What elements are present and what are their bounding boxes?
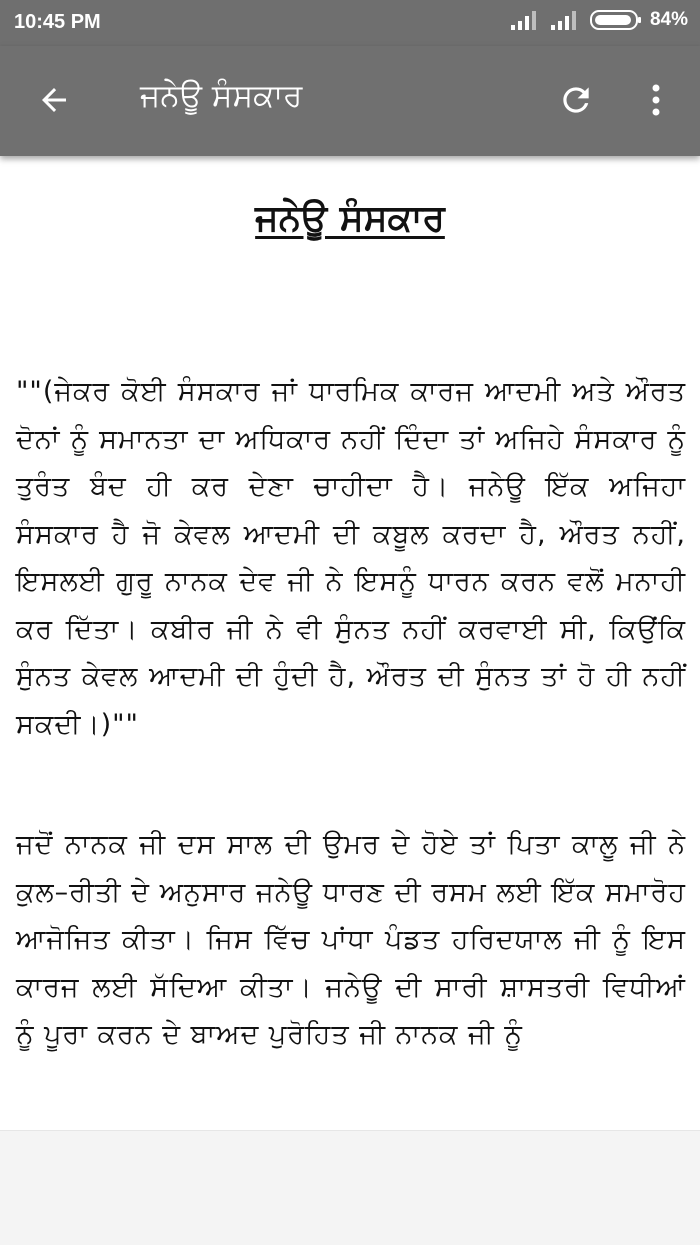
article-title: ਜਨੇਊ ਸੰਸਕਾਰ bbox=[255, 198, 445, 239]
back-arrow-icon bbox=[36, 82, 72, 122]
battery-icon bbox=[590, 9, 688, 31]
refresh-icon bbox=[557, 81, 595, 123]
signal-icon bbox=[510, 9, 540, 31]
status-time: 10:45 PM bbox=[14, 11, 101, 33]
article-paragraph: ""(ਜੇਕਰ ਕੋਈ ਸੰਸਕਾਰ ਜਾਂ ਧਾਰਮਿਕ ਕਾਰਜ ਆਦਮੀ ਅਤੇ ਔਰਤ ਦੋਨਾਂ ਨੂੰ ਸਮਾਨਤਾ ਦਾ ਅਧਿਕਾਰ ਨਹੀਂ ਦਿੰਦਾ ਤਾਂ ਅਜਿਹੇ ਸੰਸਕਾਰ ਨੂੰ ਤੁਰੰਤ ਬੰਦ ਹੀ ਕਰ ਦੇਣਾ ਚਾਹੀਦਾ ਹੈ। ਜਨੇਊ ਇੱਕ ਅਜਿਹਾ ਸੰਸਕਾਰ ਹੈ ਜੋ ਕੇਵਲ ਆਦਮੀ ਦੀ ਕਬੂਲ ਕਰਦਾ ਹੈ, ਔਰਤ ਨਹੀਂ, ਇਸਲਈ ਗੁਰੂ ਨਾਨਕ ਦੇਵ ਜੀ ਨੇ ਇਸਨੂੰ ਧਾਰਨ ਕਰਨ ਵਲੋਂ ਮਨਾਹੀ ਕਰ ਦਿੱਤਾ। ਕਬੀਰ ਜੀ ਨੇ ਵੀ ਸੁੰਨਤ ਨਹੀਂ ਕਰਵਾਈ ਸੀ, ਕਿਉਂਕਿ ਸੁੰਨਤ ਕੇਵਲ ਆਦਮੀ ਦੀ ਹੁੰਦੀ ਹੈ, ਔਰਤ ਦੀ ਸੁੰਨਤ ਤਾਂ ਹੋ ਹੀ ਨਹੀਂ ਸਕਦੀ।)"" bbox=[16, 376, 686, 740]
article-content[interactable] bbox=[0, 156, 700, 1130]
signal-icon bbox=[550, 9, 580, 31]
more-options-button[interactable] bbox=[632, 74, 680, 130]
app-bar-title: ਜਨੇਊ ਸੰਸਕਾਰ bbox=[140, 78, 303, 114]
status-icons bbox=[510, 9, 688, 31]
more-vert-icon bbox=[650, 82, 662, 122]
back-button[interactable] bbox=[26, 74, 82, 130]
bottom-blank-area bbox=[0, 1130, 700, 1245]
battery-percent: 84% bbox=[649, 9, 688, 30]
refresh-button[interactable] bbox=[548, 74, 604, 130]
status-bar bbox=[0, 0, 700, 46]
article-paragraph: ਜਦੋਂ ਨਾਨਕ ਜੀ ਦਸ ਸਾਲ ਦੀ ਉਮਰ ਦੇ ਹੋਏ ਤਾਂ ਪਿਤਾ ਕਾਲੂ ਜੀ ਨੇ ਕੁਲ–ਰੀਤੀ ਦੇ ਅਨੁਸਾਰ ਜਨੇਊ ਧਾਰਣ ਦੀ ਰਸਮ ਲਈ ਇੱਕ ਸਮਾਰੋਹ ਆਜੋਜਿਤ ਕੀਤਾ। ਜਿਸ ਵਿੱਚ ਪਾਂਧਾ ਪੰਡਤ ਹਰਿਦਯਾਲ ਜੀ ਨੂੰ ਇਸ ਕਾਰਜ ਲਈ ਸੱਦਿਆ ਕੀਤਾ। ਜਨੇਊ ਦੀ ਸਾਰੀ ਸ਼ਾਸਤਰੀ ਵਿਧੀਆਂ ਨੂੰ ਪੂਰਾ ਕਰਨ ਦੇ ਬਾਅਦ ਪੁਰੋਹਿਤ ਜੀ ਨਾਨਕ ਜੀ ਨੂੰ bbox=[16, 829, 686, 1050]
app-bar bbox=[0, 46, 700, 156]
